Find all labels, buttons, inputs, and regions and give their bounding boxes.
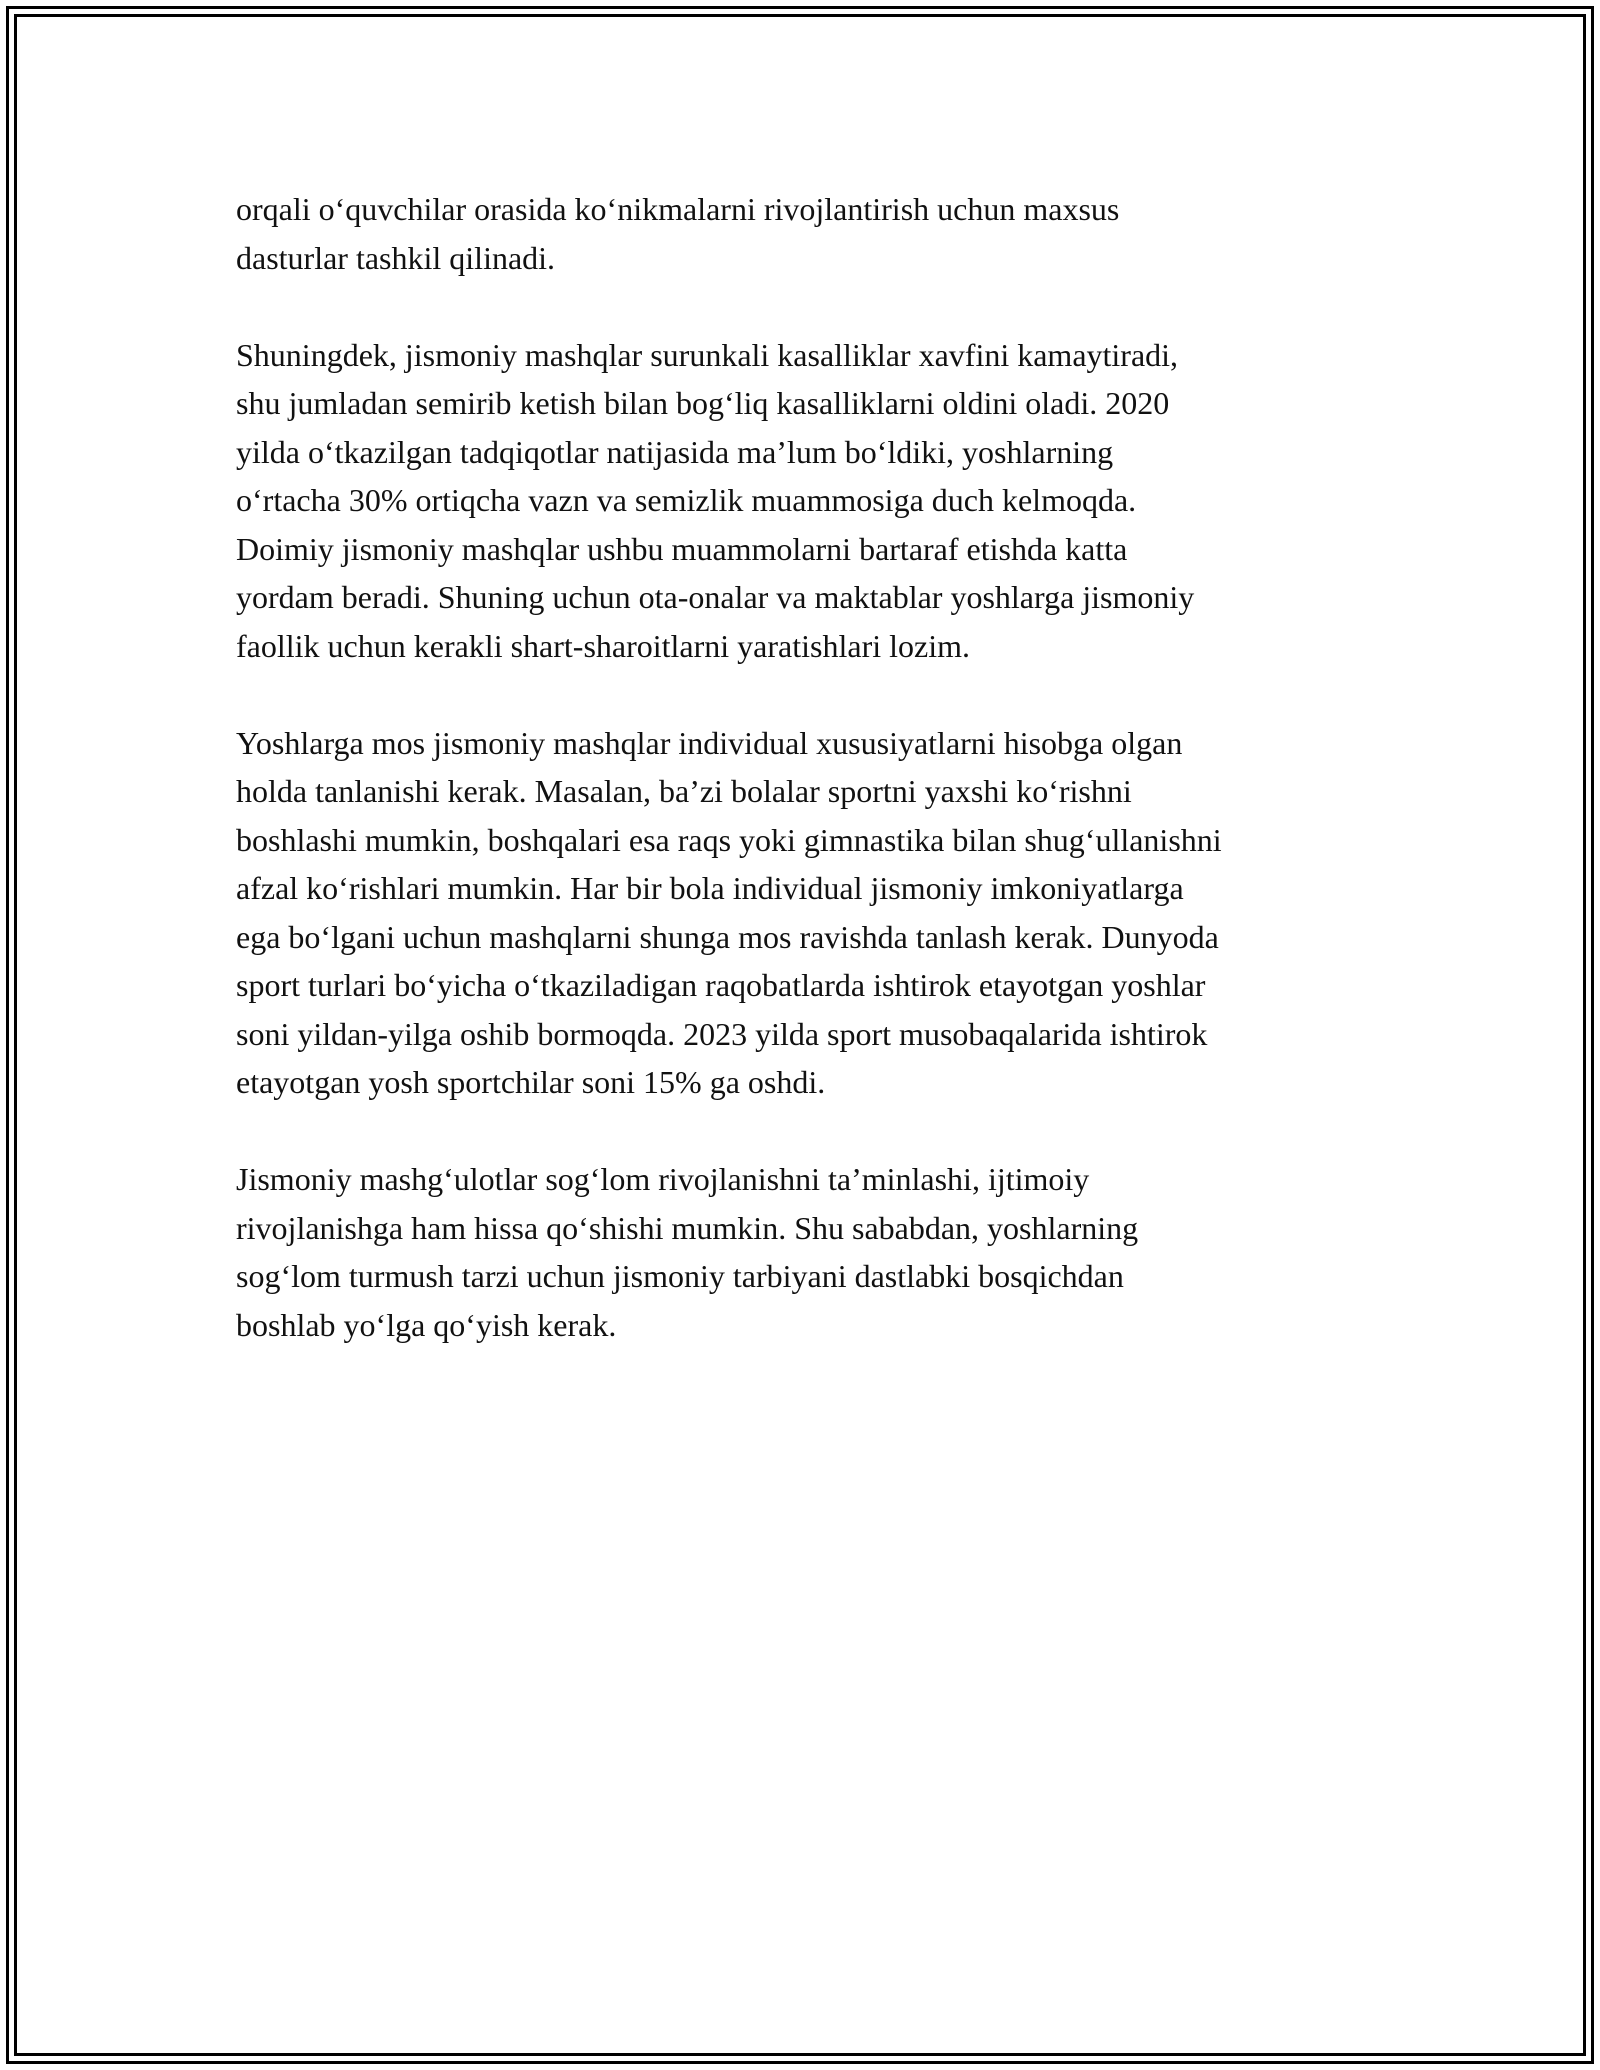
text-line: soni yildan-yilga oshib bormoqda. 2023 yilda sport musobaqalarida ishtirok xyxy=(236,1015,1208,1052)
text-line: ega bo‘lgani uchun mashqlarni shunga mos ravishda tanlash kerak. Dunyoda xyxy=(236,918,1219,955)
text-line: o‘rtacha 30% ortiqcha vazn va semizlik muammosiga duch kelmoqda. xyxy=(236,482,1137,518)
text-line: orqali o‘quvchilar orasida ko‘nikmalarni rivojlantirish uchun maxsus xyxy=(236,191,1120,227)
text-line: holda tanlanishi kerak. Masalan, ba’zi bolalar sportni yaxshi ko‘rishni xyxy=(236,773,1132,809)
text-line: yordam beradi. Shuning uchun ota-onalar va maktablar yoshlarga jismoniy xyxy=(236,579,1195,615)
text-line: Jismoniy mashg‘ulotlar sog‘lom rivojlanishni ta’minlashi, ijtimoiy xyxy=(236,1161,1090,1197)
paragraph-2 xyxy=(236,331,1376,671)
text-line: sport turlari bo‘yicha o‘tkaziladigan raqobatlarda ishtirok etayotgan yoshlar xyxy=(236,967,1206,1003)
text-line: faollik uchun kerakli shart-sharoitlarni yaratishlari lozim. xyxy=(236,627,970,664)
text-line: Shuningdek, jismoniy mashqlar surunkali kasalliklar xavfini kamaytiradi, xyxy=(236,336,1179,373)
text-line: dasturlar tashkil qilinadi. xyxy=(236,239,556,276)
paragraph-4 xyxy=(236,1155,1376,1349)
text-line: boshlashi mumkin, boshqalari esa raqs yoki gimnastika bilan shug‘ullanishni xyxy=(236,821,1222,858)
text-line: shu jumladan semirib ketish bilan bog‘liq kasalliklarni oldini oladi. 2020 xyxy=(236,385,1170,421)
text-line: boshlab yo‘lga qo‘yish kerak. xyxy=(236,1306,617,1343)
text-line: rivojlanishga ham hissa qo‘shishi mumkin. Shu sababdan, yoshlarning xyxy=(236,1209,1139,1246)
document-body xyxy=(236,185,1376,1398)
paragraph-3 xyxy=(236,719,1376,1107)
text-line: Doimiy jismoniy mashqlar ushbu muammolarni bartaraf etishda katta xyxy=(236,530,1128,567)
text-line: etayotgan yosh sportchilar soni 15% ga oshdi. xyxy=(236,1064,826,1100)
text-line: afzal ko‘rishlari mumkin. Har bir bola individual jismoniy imkoniyatlarga xyxy=(236,870,1184,906)
text-line: Yoshlarga mos jismoniy mashqlar individual xususiyatlarni hisobga olgan xyxy=(236,724,1183,761)
text-line: sog‘lom turmush tarzi uchun jismoniy tarbiyani dastlabki bosqichdan xyxy=(236,1258,1124,1294)
paragraph-1 xyxy=(236,185,1376,282)
text-line: yilda o‘tkazilgan tadqiqotlar natijasida ma’lum bo‘ldiki, yoshlarning xyxy=(236,433,1114,470)
